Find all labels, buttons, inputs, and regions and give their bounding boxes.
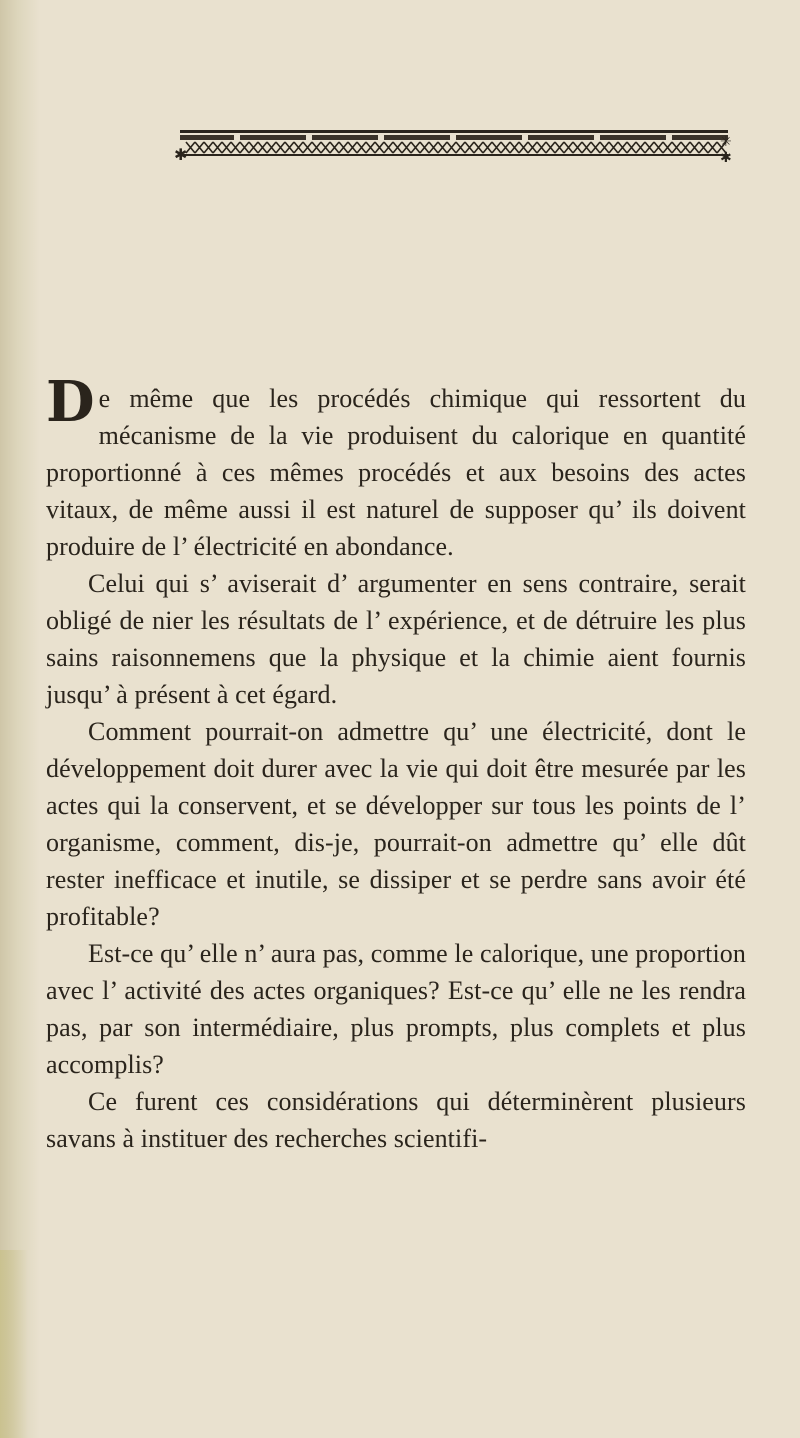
paragraph-1-text: e même que les procédés chimique qui ressortent du mécanisme de la vie produisent du calorique en quantité proportionné à ces mêmes procédés et aux besoins des actes vitaux, de même aussi il est naturel de supposer qu’ ils doivent produire de l’ électricité en abondance. [46,384,746,561]
svg-text:✱: ✱ [720,150,732,162]
paper-stain [0,1250,28,1438]
page-body [46,369,746,1157]
paragraph-3: Comment pourrait-on admettre qu’ une électricité, dont le développement doit durer avec la vie qui doit être mesurée par les actes qui la conservent, et se développer sur tous les points de l’ organisme, comment, dis-je, pourrait-on admettre qu’ elle dût rester inefficace et inutile, se dissiper et se perdre sans avoir été profitable? [46,717,746,931]
binding-shadow [0,0,40,1438]
paragraph-5: Ce furent ces considérations qui déterminèrent plusieurs savans à instituer des recherches scientifi- [46,1087,746,1153]
svg-text:✳: ✳ [720,134,732,150]
paragraph-4: Est-ce qu’ elle n’ aura pas, comme le calorique, une proportion avec l’ activité des actes organiques? Est-ce qu’ elle ne les rendra pas, par son intermédiaire, plus prompts, plus complets et plus accomplis? [46,939,746,1079]
paragraph-1 [46,369,746,565]
paragraph-2: Celui qui s’ aviserait d’ argumenter en sens contraire, serait obligé de nier les résultats de l’ expérience, et de détruire les plus sains raisonnemens que la physique et la chimie aient fournis jusqu’ à présent à cet égard. [46,569,746,709]
decorative-headpiece-ornament [174,126,734,162]
drop-cap: D [46,369,95,435]
svg-text:✱: ✱ [174,145,188,162]
